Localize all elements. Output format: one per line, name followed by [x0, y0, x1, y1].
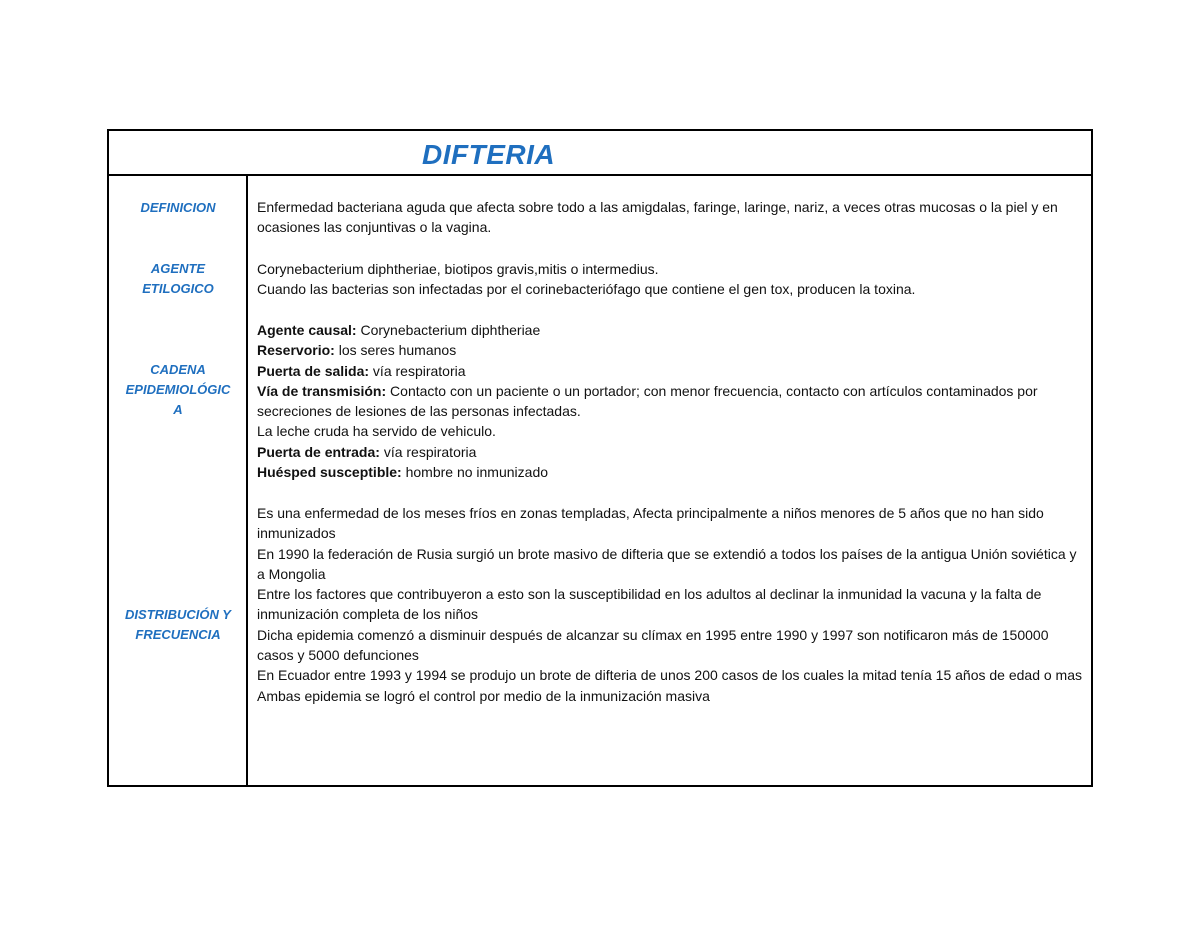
cadena-huesped-label: Huésped susceptible:	[257, 464, 402, 481]
column-divider	[246, 174, 248, 785]
agente-content	[257, 259, 1083, 300]
cadena-agente	[257, 320, 1083, 340]
label-distribucion-line1: DISTRIBUCIÓN Y	[125, 607, 231, 622]
cadena-salida	[257, 361, 1083, 381]
cadena-reservorio-value: los seres humanos	[334, 342, 457, 359]
cadena-huesped	[257, 462, 1083, 482]
cadena-agente-label: Agente causal:	[257, 322, 357, 338]
cadena-agente-value: Corynebacterium diphtheriae	[356, 322, 541, 338]
cadena-entrada-value: vía respiratoria	[379, 443, 477, 460]
cadena-reservorio-label: Reservorio:	[257, 342, 335, 359]
cadena-reservorio	[257, 340, 1083, 360]
label-definicion: DEFINICION	[140, 200, 216, 215]
distribucion-item: En 1990 la federación de Rusia surgió un brote masivo de difteria que se extendió a todos los países de la antigua Unión soviética y a Mongolia	[257, 545, 1077, 582]
label-cadena-line2: EPIDEMIOLÓGIC	[125, 382, 231, 397]
label-cadena	[113, 360, 243, 420]
cadena-content	[257, 320, 1083, 482]
page-title: DIFTERIA	[422, 139, 556, 170]
label-agente-line1: AGENTE	[150, 261, 206, 276]
difteria-table	[107, 129, 1093, 787]
label-cadena-line1: CADENA	[150, 362, 206, 377]
label-distribucion	[113, 605, 243, 645]
distribucion-item: Dicha epidemia comenzó a disminuir después de alcanzar su clímax en 1995 entre 1990 y 1997 son notificaron más de 150000 casos y 5000 defunciones	[257, 626, 1049, 664]
distribucion-item: Ambas epidemia se logró el control por medio de la inmunización masiva	[257, 687, 710, 704]
cadena-transmision-value: Contacto con un paciente o un portador; con menor frecuencia, contacto con artículos contaminados por secreciones de lesiones de las personas infectadas.	[257, 382, 1038, 420]
label-agente	[113, 259, 243, 299]
cadena-entrada	[257, 442, 1083, 462]
cadena-salida-value: vía respiratoria	[369, 362, 466, 379]
label-agente-line2: ETILOGICO	[142, 281, 214, 296]
cadena-leche: La leche cruda ha servido de vehiculo.	[257, 423, 496, 440]
definicion-text: Enfermedad bacteriana aguda que afecta sobre todo a las amigdalas, faringe, laringe, nariz, a veces otras mucosas o la piel y en ocasiones las conjuntivas o la vagina.	[257, 199, 1058, 236]
cadena-entrada-label: Puerta de entrada:	[257, 443, 380, 460]
distribucion-content	[257, 503, 1083, 706]
cadena-transmision	[257, 381, 1083, 422]
label-cadena-line3: A	[173, 402, 183, 417]
title-row	[109, 131, 1091, 176]
label-distribucion-line2: FRECUENCIA	[135, 627, 221, 642]
agente-line1: Corynebacterium diphtheriae, biotipos gravis,mitis o intermedius.	[257, 261, 659, 277]
cadena-huesped-value: hombre no inmunizado	[401, 464, 549, 481]
distribucion-item: En Ecuador entre 1993 y 1994 se produjo un brote de difteria de unos 200 casos de los cuales la mitad tenía 15 años de edad o mas	[257, 667, 1083, 684]
distribucion-item: Es una enfermedad de los meses fríos en zonas templadas, Afecta principalmente a niños menores de 5 años que no han sido inmunizados	[257, 505, 1044, 542]
cadena-transmision-label: Vía de transmisión:	[257, 382, 387, 399]
agente-line2: Cuando las bacterias son infectadas por el corinebacteriófago que contiene el gen tox, producen la toxina.	[257, 281, 916, 298]
cadena-salida-label: Puerta de salida:	[257, 362, 370, 379]
distribucion-item: Entre los factores que contribuyeron a esto son la susceptibilidad en los adultos al declinar la inmunidad la vacuna y la falta de inmunización completa de los niños	[257, 586, 1042, 623]
definicion-content	[257, 197, 1083, 238]
